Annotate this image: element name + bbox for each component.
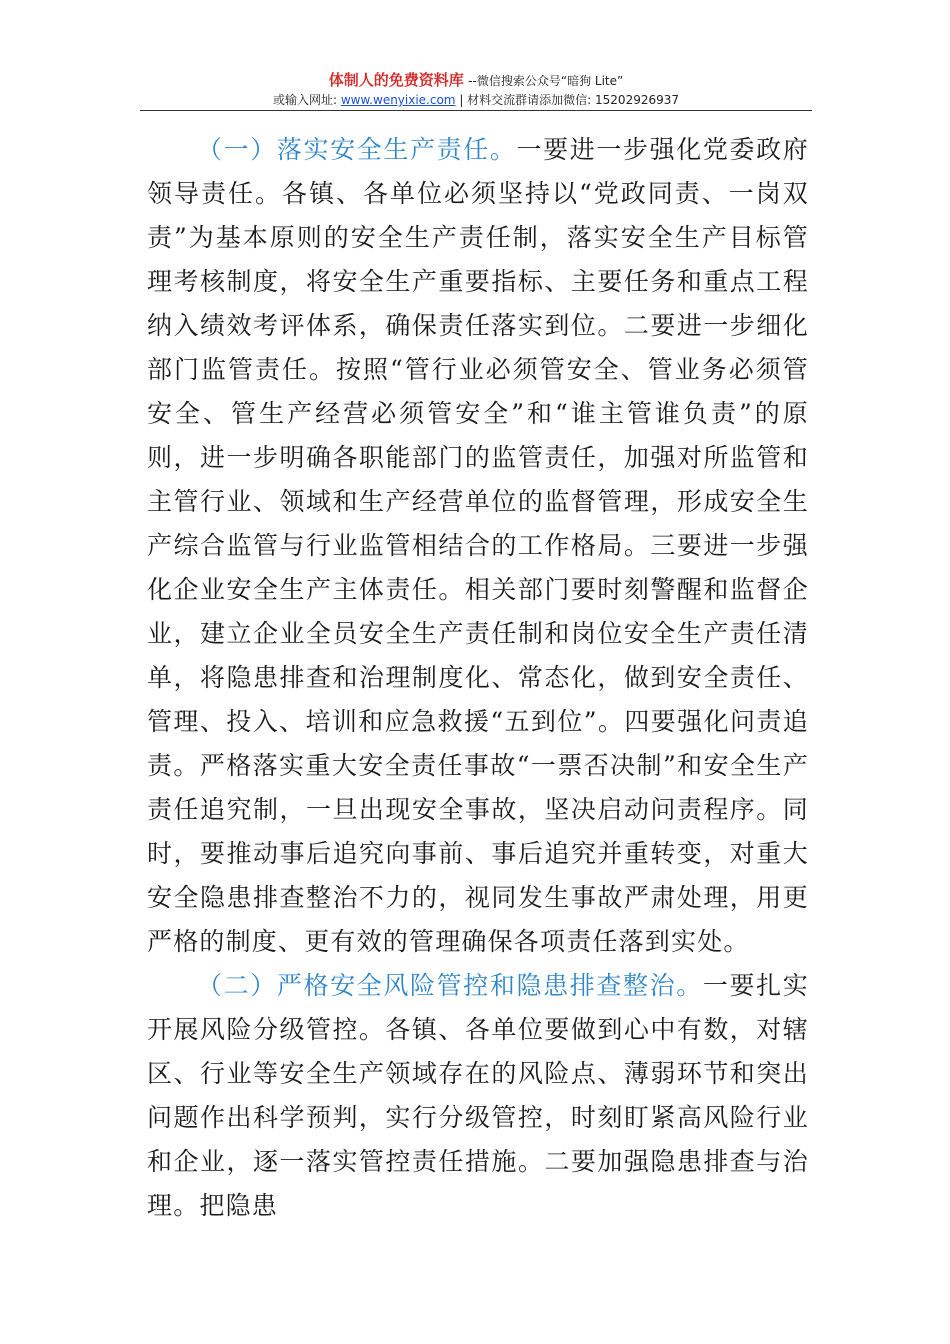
paragraph-2-text: 一要扎实开展风险分级管控。各镇、各单位要做到心中有数，对辖区、行业等安全生产领域存在的风险点、薄弱环节和突出问题作出科学预判，实行分级管控，时刻盯紧高风险行业和企业，逐一落实管控责任措施。二要加强隐患排查与治理。把隐患 — [147, 971, 809, 1220]
paragraph-2 — [147, 964, 809, 1228]
url-prefix: 或输入网址: — [272, 93, 341, 107]
paragraph-1 — [147, 128, 809, 964]
paragraph-1-text: 一要进一步强化党委政府领导责任。各镇、各单位必须坚持以“党政同责、一岗双责”为基本原则的安全生产责任制，落实安全生产目标管理考核制度，将安全生产重要指标、主要任务和重点工程纳入绩效考评体系，确保责任落实到位。二要进一步细化部门监管责任。按照“管行业必须管安全、管业务必须管安全、管生产经营必须管安全”和“谁主管谁负责”的原则，进一步明确各职能部门的监管责任，加强对所监管和主管行业、领域和生产经营单位的监督管理，形成安全生产综合监管与行业监管相结合的工作格局。三要进一步强化企业安全生产主体责任。相关部门要时刻警醒和监督企业，建立企业全员安全生产责任制和岗位安全生产责任清单，将隐患排查和治理制度化、常态化，做到安全责任、管理、投入、培训和应急救援“五到位”。四要强化问责追责。严格落实重大安全责任事故“一票否决制”和安全生产责任追究制，一旦出现安全事故，坚决启动问责程序。同时，要推动事后追究向事前、事后追究并重转变，对重大安全隐患排查整治不力的，视同发生事故严肃处理，用更严格的制度、更有效的管理确保各项责任落到实处。 — [147, 135, 810, 956]
header-contact-line — [140, 91, 812, 109]
document-body — [147, 128, 809, 1228]
contact-info: | 材料交流群请添加微信: 15202926937 — [455, 93, 680, 107]
page-header — [140, 70, 812, 109]
header-brand-line — [140, 70, 812, 91]
section-heading-2: （二）严格安全风险管控和隐患排查整治。 — [197, 971, 703, 1000]
section-heading-1: （一）落实安全生产责任。 — [197, 135, 517, 164]
website-link[interactable]: www.wenyixie.com — [340, 93, 456, 107]
brand-title: 体制人的免费资料库 — [328, 71, 464, 89]
header-tagline: --微信搜索公众号“暗狗 Lite” — [468, 74, 624, 88]
header-divider — [140, 110, 812, 111]
